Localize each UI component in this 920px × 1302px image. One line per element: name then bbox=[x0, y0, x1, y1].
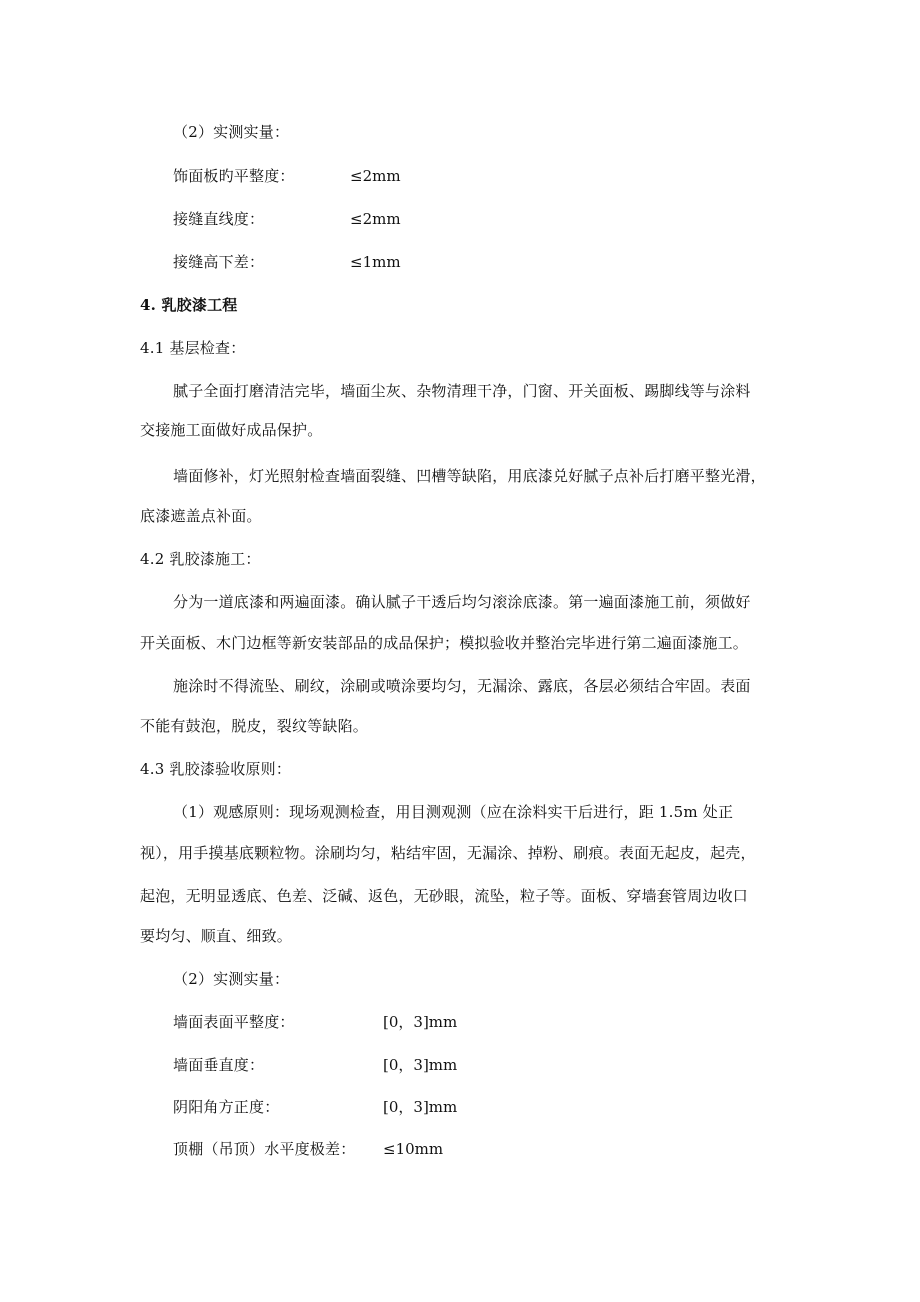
measure-value: ≤2mm bbox=[350, 210, 401, 228]
subsection-heading: 4.3 乳胶漆验收原则： bbox=[140, 760, 292, 778]
paragraph-line: 底漆遮盖点补面。 bbox=[140, 507, 262, 525]
paragraph-line: 施涂时不得流坠、刷纹，涂刷或喷涂要均匀，无漏涂、露底，各层必须结合牢固。表面 bbox=[173, 677, 751, 695]
measure-label: 顶棚（吊顶）水平度极差： bbox=[173, 1140, 356, 1158]
subsection-heading: 4.1 基层检查： bbox=[140, 339, 246, 357]
paragraph-line: 开关面板、木门边框等新安装部品的成品保护；模拟验收并整治完毕进行第二遍面漆施工。 bbox=[140, 634, 749, 652]
paragraph-line: 要均匀、顺直、细致。 bbox=[140, 927, 293, 945]
measure-value: [0，3]mm bbox=[383, 1013, 458, 1031]
subsection-heading: 4.2 乳胶漆施工： bbox=[140, 550, 261, 568]
paragraph-line: 视），用手摸基底颗粒物。涂刷均匀，粘结牢固，无漏涂、掉粉、刷痕。表面无起皮，起壳， bbox=[140, 844, 756, 862]
measure-value: ≤1mm bbox=[350, 253, 401, 271]
measure-value: [0，3]mm bbox=[383, 1056, 458, 1074]
paragraph-line: 起泡，无明显透底、色差、泛碱、返色，无砂眼，流坠，粒子等。面板、穿墙套管周边收口 bbox=[140, 887, 749, 905]
measure-value: [0，3]mm bbox=[383, 1098, 458, 1116]
paragraph-line: （1）观感原则：现场观测检查，用目测观测（应在涂料实干后进行，距 1.5m 处正 bbox=[173, 803, 734, 821]
paragraph-line: 墙面修补，灯光照射检查墙面裂缝、凹槽等缺陷，用底漆兑好腻子点补后打磨平整光滑， bbox=[173, 467, 766, 485]
paragraph-line: 不能有鼓泡，脱皮，裂纹等缺陷。 bbox=[140, 717, 369, 735]
measure-label: 接缝高下差： bbox=[173, 253, 265, 271]
measure-value: ≤2mm bbox=[350, 167, 401, 185]
measure-heading: （2）实测实量： bbox=[173, 970, 290, 988]
measure-label: 墙面垂直度： bbox=[173, 1056, 265, 1074]
paragraph-line: 腻子全面打磨清洁完毕，墙面尘灰、杂物清理干净，门窗、开关面板、踢脚线等与涂料 bbox=[173, 382, 751, 400]
measure-heading: （2）实测实量： bbox=[173, 123, 290, 141]
paragraph-line: 交接施工面做好成品保护。 bbox=[140, 421, 323, 439]
measure-value: ≤10mm bbox=[383, 1140, 444, 1158]
paragraph-line: 分为一道底漆和两遍面漆。确认腻子干透后均匀滚涂底漆。第一遍面漆施工前，须做好 bbox=[173, 593, 751, 611]
measure-label: 饰面板旳平整度： bbox=[173, 167, 295, 185]
measure-label: 墙面表面平整度： bbox=[173, 1013, 295, 1031]
measure-label: 阴阳角方正度： bbox=[173, 1098, 280, 1116]
section-title: 4. 乳胶漆工程 bbox=[140, 296, 238, 314]
measure-label: 接缝直线度： bbox=[173, 210, 265, 228]
